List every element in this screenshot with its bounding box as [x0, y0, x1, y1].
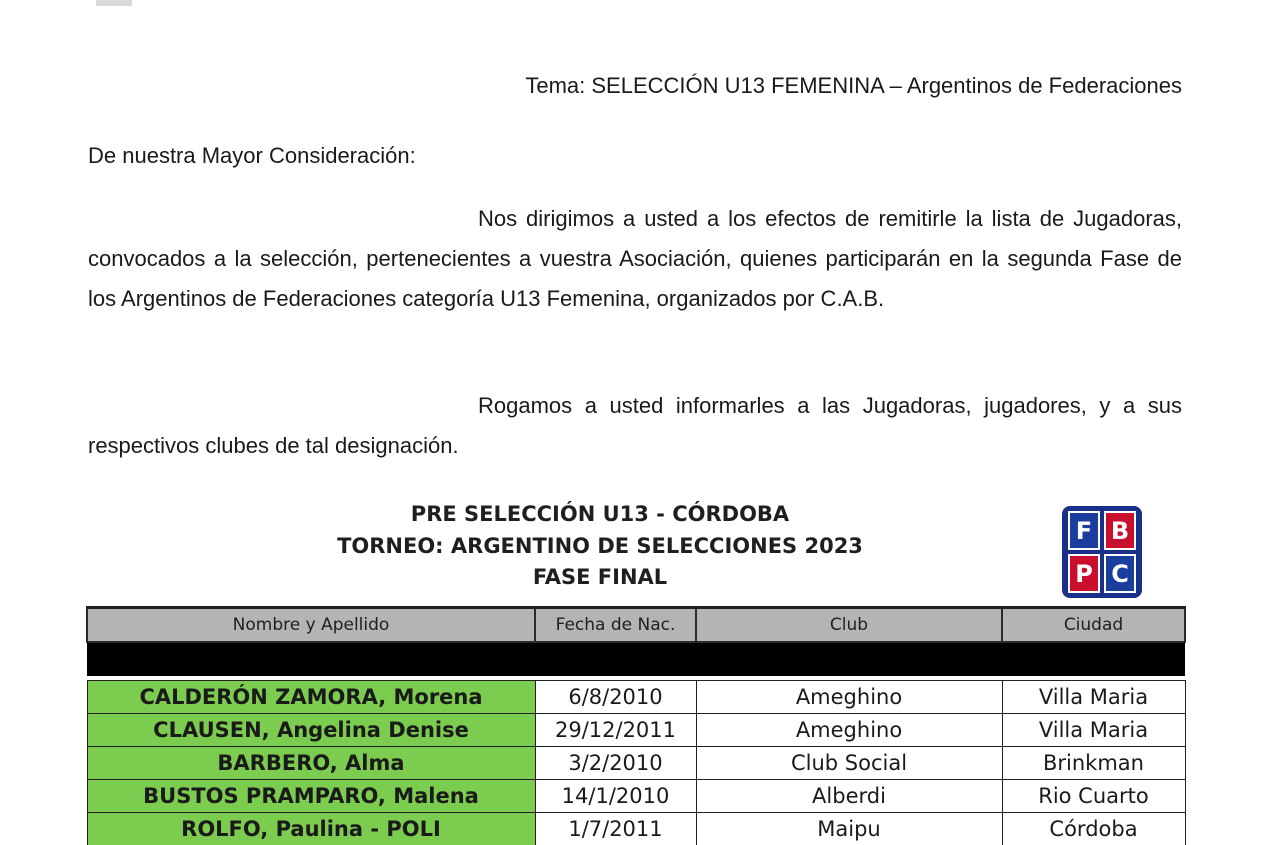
- preselection-title: PRE SELECCIÓN U13 - CÓRDOBA: [410, 502, 790, 526]
- letter-paragraph-1: [88, 199, 1182, 319]
- city-name: Villa Maria: [1002, 714, 1185, 747]
- club-name: Alberdi: [696, 780, 1002, 813]
- city-name: Brinkman: [1002, 747, 1185, 780]
- table-row: [87, 714, 1185, 747]
- club-name: Maipu: [696, 813, 1002, 845]
- roster-header-row: [87, 608, 1185, 642]
- table-row: [87, 780, 1185, 813]
- club-name: Club Social: [696, 747, 1002, 780]
- page-corner-mark: [96, 0, 132, 6]
- table-row: [87, 681, 1185, 714]
- logo-letter-c: C: [1104, 554, 1136, 593]
- black-separator: [87, 642, 1185, 676]
- column-header-city: Ciudad: [1002, 608, 1185, 642]
- letter-paragraph-2-text: Rogamos a usted informarles a las Jugadoras, jugadores, y a sus respectivos clubes de tal designación.: [88, 393, 1182, 458]
- player-name: BARBERO, Alma: [87, 747, 535, 780]
- roster-table: [86, 606, 1186, 845]
- column-header-club: Club: [696, 608, 1002, 642]
- table-row: [87, 747, 1185, 780]
- table-row: [87, 813, 1185, 845]
- fbpc-logo: [1062, 506, 1142, 598]
- letter-salutation: De nuestra Mayor Consideración:: [88, 143, 416, 168]
- column-header-name: Nombre y Apellido: [87, 608, 535, 642]
- player-name: ROLFO, Paulina - POLI: [87, 813, 535, 845]
- city-name: Rio Cuarto: [1002, 780, 1185, 813]
- club-name: Ameghino: [696, 714, 1002, 747]
- black-separator-row: [87, 642, 1185, 676]
- birth-date: 1/7/2011: [535, 813, 696, 845]
- club-name: Ameghino: [696, 681, 1002, 714]
- birth-date: 6/8/2010: [535, 681, 696, 714]
- birth-date: 3/2/2010: [535, 747, 696, 780]
- birth-date: 29/12/2011: [535, 714, 696, 747]
- player-name: CLAUSEN, Angelina Denise: [87, 714, 535, 747]
- city-name: Córdoba: [1002, 813, 1185, 845]
- column-header-birthdate: Fecha de Nac.: [535, 608, 696, 642]
- letter-paragraph-1-text: Nos dirigimos a usted a los efectos de remitirle la lista de Jugadoras, convocados a la selección, pertenecientes a vuestra Asociación, quienes participarán en la segunda Fase de los Argentinos de Federaciones categoría U13 Femenina, organizados por C.A.B.: [88, 206, 1182, 311]
- player-name: CALDERÓN ZAMORA, Morena: [87, 681, 535, 714]
- player-name: BUSTOS PRAMPARO, Malena: [87, 780, 535, 813]
- letter-paragraph-2: [88, 386, 1182, 466]
- tournament-title: TORNEO: ARGENTINO DE SELECCIONES 2023: [337, 533, 863, 558]
- phase-title: FASE FINAL: [532, 565, 668, 589]
- logo-letter-f: F: [1068, 511, 1100, 550]
- city-name: Villa Maria: [1002, 681, 1185, 714]
- logo-letter-b: B: [1104, 511, 1136, 550]
- preselection-heading: [300, 499, 900, 594]
- birth-date: 14/1/2010: [535, 780, 696, 813]
- letter-subject: Tema: SELECCIÓN U13 FEMENINA – Argentinos de Federaciones: [525, 73, 1182, 98]
- logo-letter-p: P: [1068, 554, 1100, 593]
